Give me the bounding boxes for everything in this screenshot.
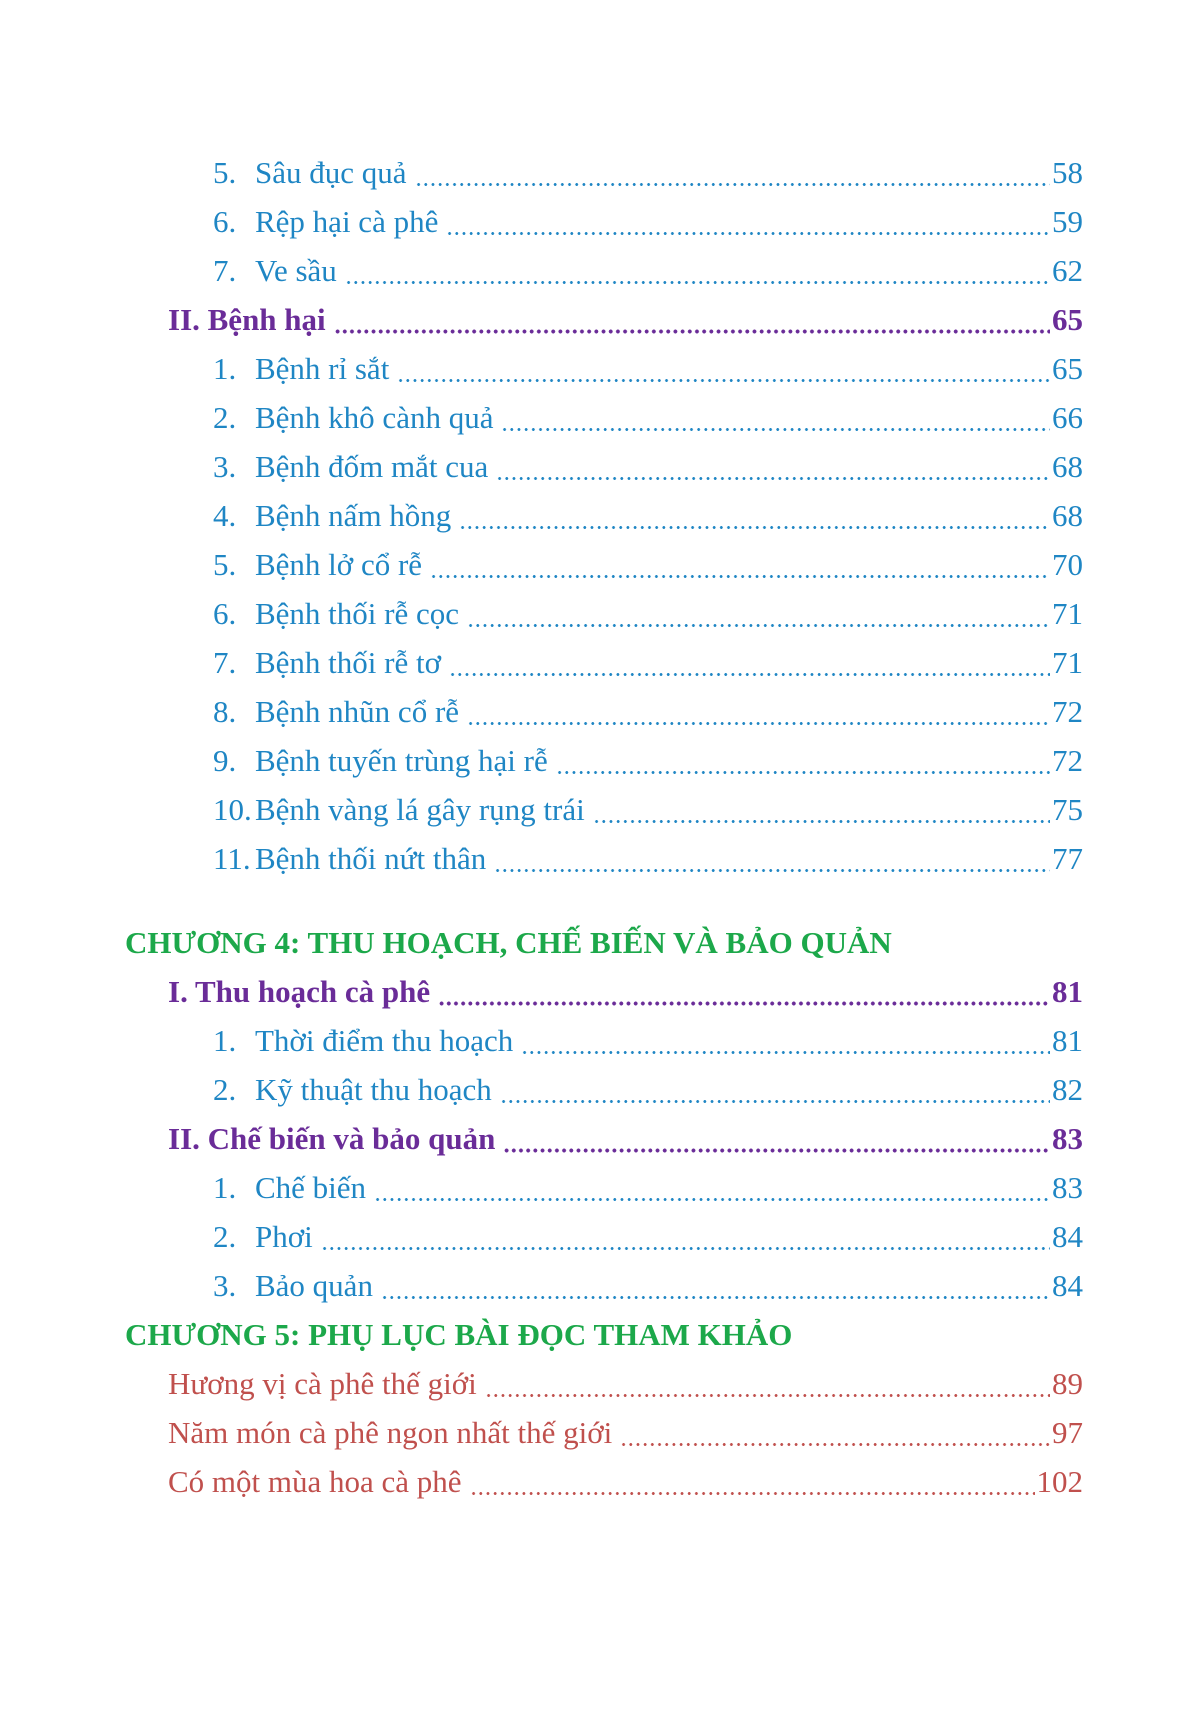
dot-leader	[521, 1016, 1050, 1065]
page-number: 84	[1052, 1219, 1083, 1254]
page-number: 66	[1052, 400, 1083, 435]
page-number: 81	[1052, 1023, 1083, 1058]
dot-leader	[494, 834, 1050, 883]
dot-leader	[397, 344, 1050, 393]
page-number: 81	[1052, 974, 1083, 1009]
dot-leader	[430, 540, 1050, 589]
page-number: 83	[1052, 1170, 1083, 1205]
page-number: 68	[1052, 449, 1083, 484]
dot-leader	[593, 785, 1050, 834]
dot-leader	[500, 1065, 1050, 1114]
toc-entry[interactable]: 7. Bệnh thối rễ tơ 71	[213, 638, 1083, 687]
toc-entry[interactable]: 1. Thời điểm thu hoạch 81	[213, 1016, 1083, 1065]
dot-leader	[620, 1408, 1050, 1457]
page-number: 77	[1052, 841, 1083, 876]
page-number: 72	[1052, 694, 1083, 729]
toc-section-benh-hai[interactable]: II. Bệnh hại 65	[168, 295, 1083, 344]
page-number: 62	[1052, 253, 1083, 288]
toc-entry[interactable]: 2. Phơi 84	[213, 1212, 1083, 1261]
dot-leader	[470, 1457, 1035, 1506]
chapter-5-heading[interactable]: CHƯƠNG 5: PHỤ LỤC BÀI ĐỌC THAM KHẢO	[125, 1317, 793, 1352]
toc-entry[interactable]: 7. Ve sầu 62	[213, 246, 1083, 295]
page-number: 58	[1052, 155, 1083, 190]
page-number: 84	[1052, 1268, 1083, 1303]
dot-leader	[501, 393, 1050, 442]
dot-leader	[449, 638, 1050, 687]
page-number: 89	[1052, 1366, 1083, 1401]
dot-leader	[374, 1163, 1050, 1212]
chapter-4-heading[interactable]: CHƯƠNG 4: THU HOẠCH, CHẾ BIẾN VÀ BẢO QUẢN	[125, 925, 892, 960]
dot-leader	[345, 246, 1050, 295]
page-number: 65	[1052, 302, 1083, 337]
toc-entry[interactable]: 1. Chế biến 83	[213, 1163, 1083, 1212]
dot-leader	[556, 736, 1050, 785]
toc-entry[interactable]: 6. Rệp hại cà phê 59	[213, 197, 1083, 246]
page-number: 82	[1052, 1072, 1083, 1107]
page-number: 68	[1052, 498, 1083, 533]
page-number: 71	[1052, 645, 1083, 680]
toc-entry[interactable]: 1. Bệnh rỉ sắt 65	[213, 344, 1083, 393]
dot-leader	[496, 442, 1050, 491]
toc-entry[interactable]: 11. Bệnh thối nứt thân 77	[213, 834, 1083, 883]
toc-section-thu-hoach[interactable]: I. Thu hoạch cà phê 81	[168, 967, 1083, 1016]
toc-entry[interactable]: 10. Bệnh vàng lá gây rụng trái 75	[213, 785, 1083, 834]
toc-entry[interactable]: 5. Bệnh lở cổ rễ 70	[213, 540, 1083, 589]
page-number: 102	[1036, 1464, 1083, 1499]
toc-entry[interactable]: 2. Kỹ thuật thu hoạch 82	[213, 1065, 1083, 1114]
toc-entry[interactable]: 3. Bệnh đốm mắt cua 68	[213, 442, 1083, 491]
toc-reference-entry[interactable]: Hương vị cà phê thế giới 89	[168, 1359, 1083, 1408]
dot-leader	[438, 967, 1050, 1016]
toc-entry[interactable]: 3. Bảo quản 84	[213, 1261, 1083, 1310]
toc-section-che-bien[interactable]: II. Chế biến và bảo quản 83	[168, 1114, 1083, 1163]
table-of-contents	[0, 148, 1195, 1506]
dot-leader	[485, 1359, 1050, 1408]
dot-leader	[503, 1114, 1050, 1163]
page-number: 83	[1052, 1121, 1083, 1156]
page-number: 59	[1052, 204, 1083, 239]
page-number: 75	[1052, 792, 1083, 827]
dot-leader	[467, 589, 1050, 638]
page-number: 65	[1052, 351, 1083, 386]
page-number: 97	[1052, 1415, 1083, 1450]
page-number: 72	[1052, 743, 1083, 778]
dot-leader	[381, 1261, 1050, 1310]
toc-entry[interactable]: 2. Bệnh khô cành quả 66	[213, 393, 1083, 442]
dot-leader	[321, 1212, 1050, 1261]
dot-leader	[459, 491, 1050, 540]
dot-leader	[415, 148, 1050, 197]
toc-entry[interactable]: 4. Bệnh nấm hồng 68	[213, 491, 1083, 540]
toc-reference-entry[interactable]: Có một mùa hoa cà phê 102	[168, 1457, 1083, 1506]
toc-entry[interactable]: 8. Bệnh nhũn cổ rễ 72	[213, 687, 1083, 736]
page-number: 71	[1052, 596, 1083, 631]
toc-entry[interactable]: 5. Sâu đục quả 58	[213, 148, 1083, 197]
page-number: 70	[1052, 547, 1083, 582]
toc-entry[interactable]: 6. Bệnh thối rễ cọc 71	[213, 589, 1083, 638]
toc-reference-entry[interactable]: Năm món cà phê ngon nhất thế giới 97	[168, 1408, 1083, 1457]
dot-leader	[467, 687, 1050, 736]
dot-leader	[334, 295, 1050, 344]
toc-entry[interactable]: 9. Bệnh tuyến trùng hại rễ 72	[213, 736, 1083, 785]
dot-leader	[446, 197, 1050, 246]
